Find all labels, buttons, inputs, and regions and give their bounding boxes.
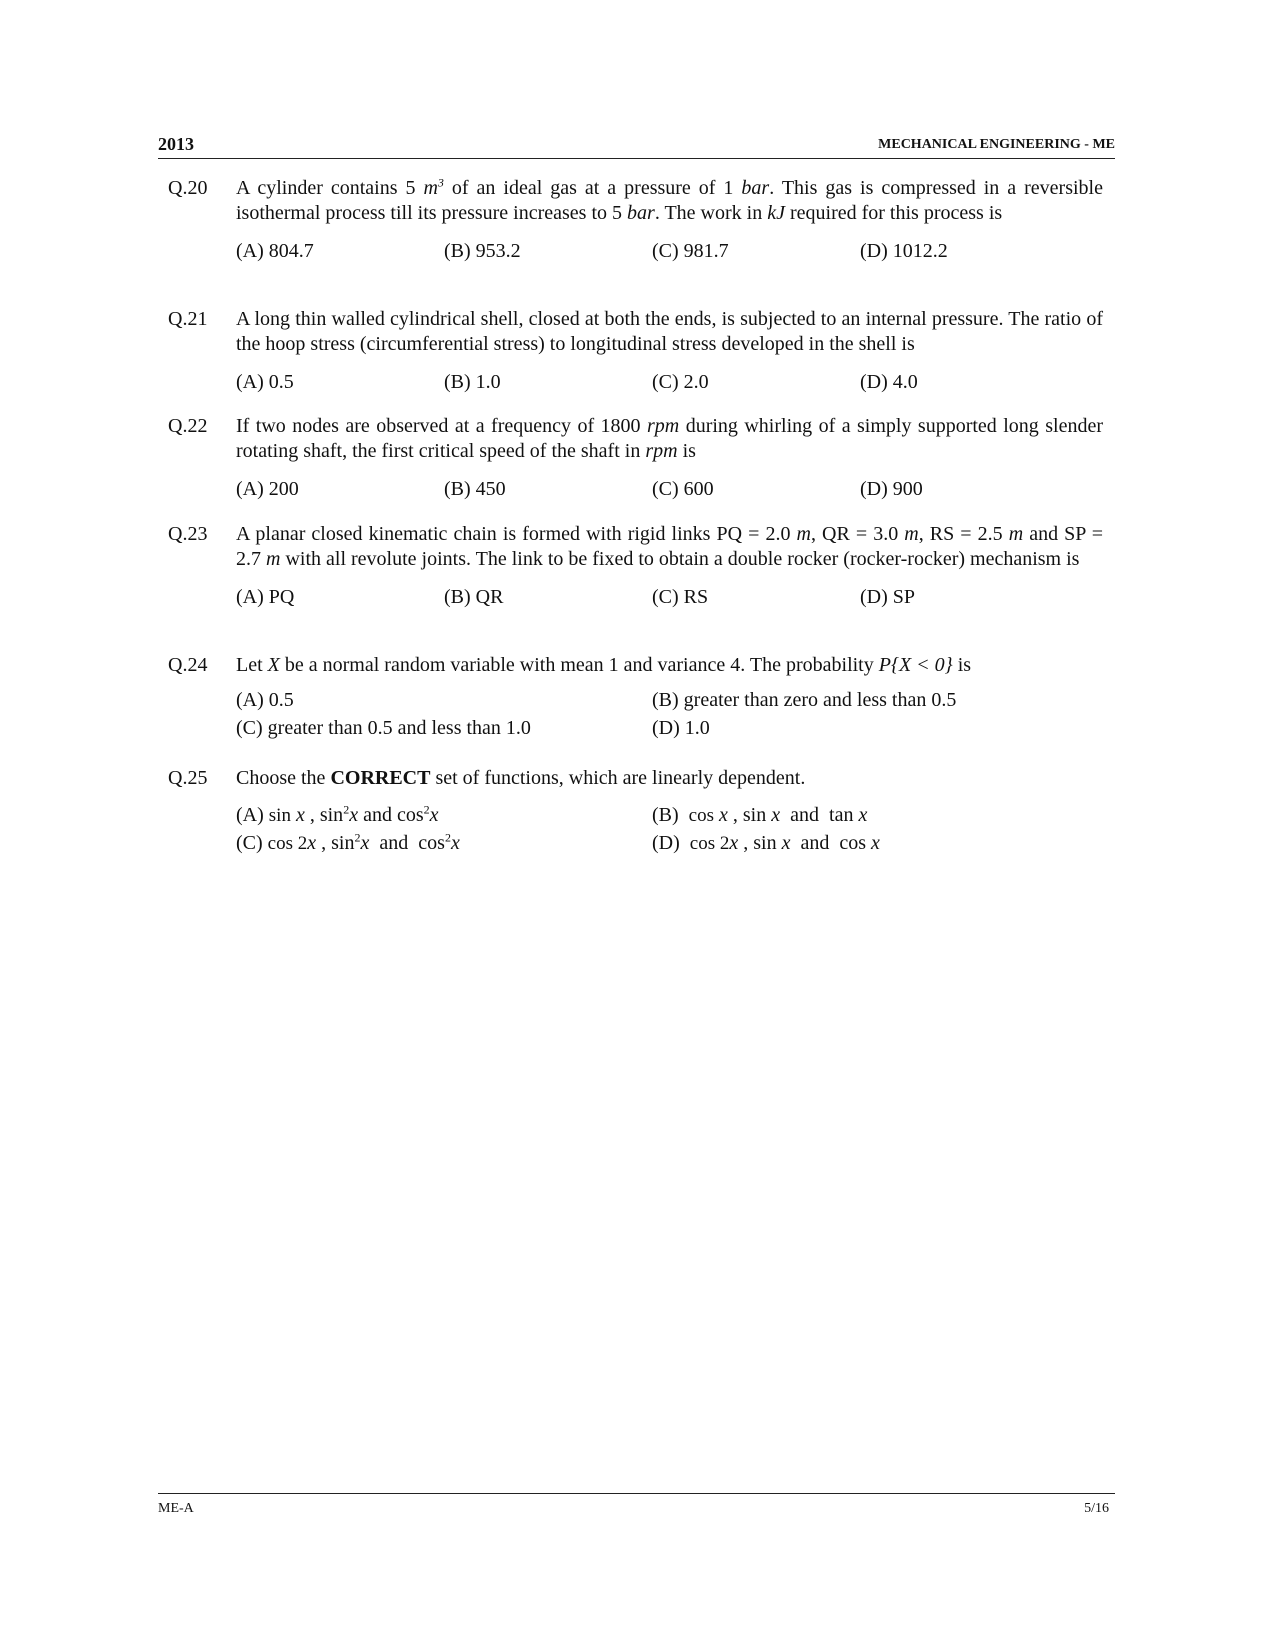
option-c: (C) RS	[652, 586, 709, 608]
option-d: (D) 4.0	[860, 371, 918, 393]
question-text: A planar closed kinematic chain is formed with rigid links PQ = 2.0 m, QR = 3.0 m, RS = 2.5 m and SP = 2.7 m with all revolute joints. The link to be fixed to obtain a double rocker (rocker-rocker) mechanism is	[236, 523, 1103, 570]
question-25	[168, 766, 1103, 861]
option-b: (B) cos x , sin x and tan x	[652, 804, 868, 826]
option-d: (D) SP	[860, 586, 916, 608]
option-a: (A) 0.5	[236, 689, 294, 711]
question-number: Q.23	[168, 523, 208, 545]
option-b: (B) greater than zero and less than 0.5	[652, 689, 957, 711]
option-d: (D) cos 2x , sin x and cos x	[652, 832, 880, 854]
question-24	[168, 653, 1103, 746]
question-text: Let X be a normal random variable with mean 1 and variance 4. The probability P{X < 0} is	[236, 654, 972, 676]
exam-year: 2013	[158, 134, 194, 154]
option-b: (B) 450	[444, 478, 506, 500]
question-number: Q.25	[168, 767, 208, 789]
page-footer	[158, 1493, 1115, 1516]
option-c: (C) 2.0	[652, 371, 709, 393]
options	[236, 585, 1103, 610]
option-a: (A) PQ	[236, 586, 295, 608]
question-text: A long thin walled cylindrical shell, closed at both the ends, is subjected to an internal pressure. The ratio of the hoop stress (circumferential stress) to longitudinal stress developed in the shell is	[236, 308, 1103, 355]
options	[236, 688, 1103, 746]
options	[236, 370, 1103, 395]
option-b: (B) QR	[444, 586, 504, 608]
option-b: (B) 953.2	[444, 240, 521, 262]
options	[236, 477, 1103, 502]
page-header	[158, 132, 1115, 159]
exam-subject: MECHANICAL ENGINEERING - ME	[878, 137, 1115, 152]
question-text: A cylinder contains 5 $m^3$ of an ideal gas at a pressure of 1 bar. This gas is compressed in a reversible isothermal process till its pressure increases to 5 bar. The work in kJ required for this process is	[236, 175, 1103, 224]
question-20	[168, 176, 1103, 264]
question-23	[168, 522, 1103, 610]
option-c: (C) 981.7	[652, 240, 729, 262]
paper-code: ME-A	[158, 1501, 194, 1516]
option-c: (C) cos 2x , $\sin^2x$ and $\cos^2x$	[236, 830, 460, 854]
question-21	[168, 307, 1103, 395]
question-text: Choose the CORRECT set of functions, which are linearly dependent.	[236, 767, 806, 789]
option-a: (A) sin x , $\sin^2x$ and $\cos^2x$	[236, 802, 439, 826]
option-b: (B) 1.0	[444, 371, 501, 393]
option-d: (D) 1012.2	[860, 240, 948, 262]
question-number: Q.22	[168, 415, 208, 437]
options	[236, 803, 1103, 861]
option-a: (A) 804.7	[236, 240, 314, 262]
option-a: (A) 0.5	[236, 371, 294, 393]
options	[236, 239, 1103, 264]
question-text: If two nodes are observed at a frequency of 1800 rpm during whirling of a simply supported long slender rotating shaft, the first critical speed of the shaft in rpm is	[236, 415, 1104, 462]
option-d: (D) 1.0	[652, 717, 710, 739]
question-number: Q.21	[168, 308, 208, 330]
option-d: (D) 900	[860, 478, 923, 500]
option-c: (C) greater than 0.5 and less than 1.0	[236, 717, 531, 739]
option-c: (C) 600	[652, 478, 714, 500]
option-a: (A) 200	[236, 478, 299, 500]
question-22	[168, 414, 1103, 502]
question-number: Q.20	[168, 177, 208, 199]
page-number: 5/16	[1084, 1501, 1109, 1516]
question-number: Q.24	[168, 654, 208, 676]
